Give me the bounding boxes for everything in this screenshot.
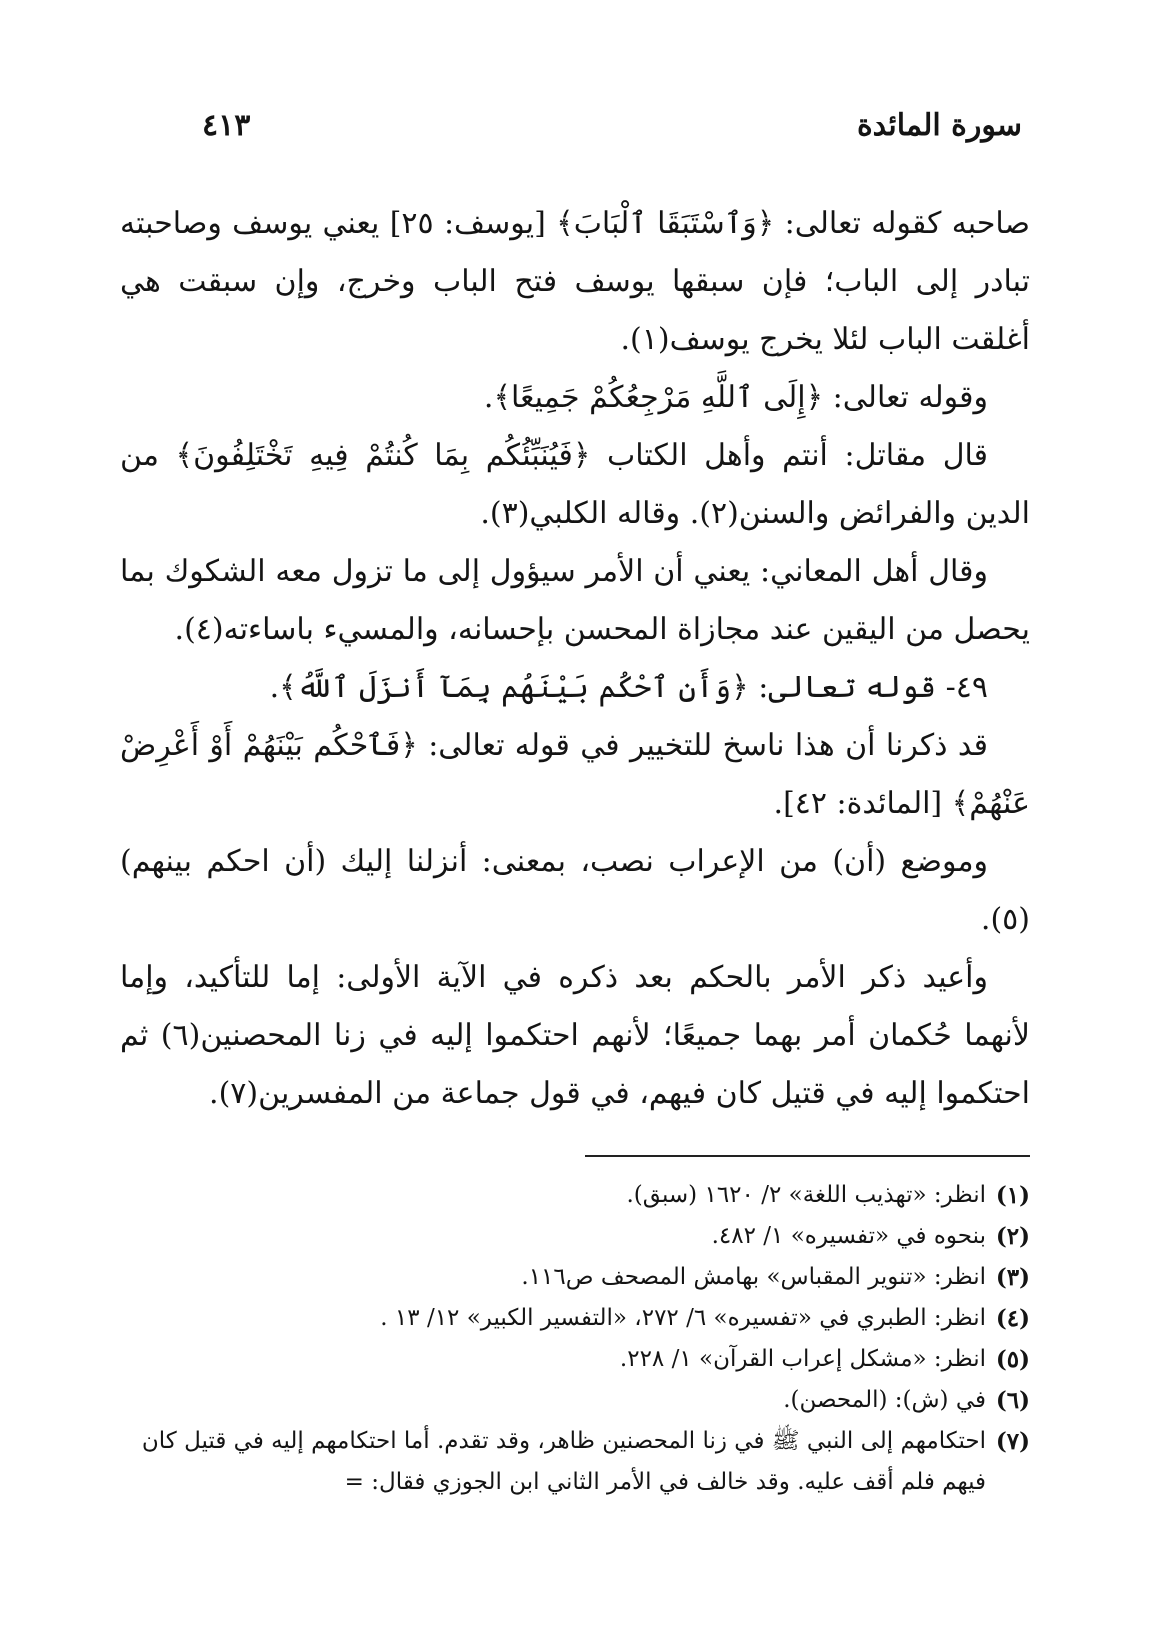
footnote [120, 1175, 1030, 1216]
paragraph: وأعيد ذكر الأمر بالحكم بعد ذكره في الآية الأولى: إما للتأكيد، وإما لأنهما حُكمان أمر بهما جميعًا؛ لأنهم احتكموا إليه في زنا المحصنين(٦) ثم احتكموا إليه في قتيل كان فيهم، في قول جماعة من المفسرين(٧). [120, 960, 1030, 1111]
footnote-text: انظر: «تنوير المقباس» بهامش المصحف ص١١٦. [521, 1264, 986, 1290]
footnote-divider [585, 1155, 1030, 1157]
surah-title: سورة المائدة [856, 108, 1022, 143]
page-number: ٤١٣ [202, 108, 251, 143]
footnote-number: (٢) [995, 1223, 1030, 1250]
paragraph: وقال أهل المعاني: يعني أن الأمر سيؤول إلى ما تزول معه الشكوك بما يحصل من اليقين عند مجازاة المحسن بإحسانه، والمسيء باساءته(٤). [120, 554, 1030, 647]
footnote-number: (٥) [995, 1346, 1030, 1373]
footnote-number: (٣) [995, 1264, 1030, 1291]
paragraph: قال مقاتل: أنتم وأهل الكتاب ﴿فَيُنَبِّئُكُم بِمَا كُنتُمْ فِيهِ تَخْتَلِفُونَ﴾ من الدين والفرائض والسنن(٢). وقاله الكلبي(٣). [120, 438, 1030, 531]
footnote-text: احتكامهم إلى النبي ﷺ في زنا المحصنين ظاهر، وقد تقدم. أما احتكامهم إليه في قتيل كان فيهم فلم أقف عليه. وقد خالف في الأمر الثاني ابن الجوزي فقال: = [141, 1428, 986, 1495]
footnotes [120, 1175, 1030, 1503]
footnote-text: بنحوه في «تفسيره» ١/ ٤٨٢. [711, 1223, 986, 1249]
footnote [120, 1339, 1030, 1380]
paragraph: قد ذكرنا أن هذا ناسخ للتخيير في قوله تعالى: ﴿فَٱحْكُم بَيْنَهُمْ أَوْ أَعْرِضْ عَنْهُمْ﴾ [المائدة: ٤٢]. [120, 728, 1030, 821]
verse-heading: ٤٩- قوله تعالى: ﴿وَأَنِ ٱحْكُم بَيْنَهُم بِمَآ أَنزَلَ ٱللَّهُ﴾. [269, 670, 988, 705]
footnote [120, 1257, 1030, 1298]
footnote-text: انظر: «مشكل إعراب القرآن» ١/ ٢٢٨. [619, 1346, 986, 1372]
footnote [120, 1298, 1030, 1339]
page-header [120, 108, 1030, 158]
footnote [120, 1421, 1030, 1503]
footnote-number: (٦) [995, 1387, 1030, 1414]
footnote-text: انظر: الطبري في «تفسيره» ٦/ ٢٧٢، «التفسير الكبير» ١٢/ ١٣ . [380, 1305, 986, 1331]
book-page [120, 100, 1030, 1620]
main-text [120, 195, 1030, 1123]
footnote-number: (٤) [995, 1305, 1030, 1332]
paragraph: وموضع (أن) من الإعراب نصب، بمعنى: أنزلنا إليك (أن احكم بينهم)(٥). [120, 844, 1030, 937]
footnote-text: انظر: «تهذيب اللغة» ٢/ ١٦٢٠ (سبق). [626, 1182, 986, 1208]
footnote-text: في (ش): (المحصن). [783, 1387, 986, 1413]
footnote [120, 1216, 1030, 1257]
paragraph: وقوله تعالى: ﴿إِلَى ٱللَّهِ مَرْجِعُكُمْ جَمِيعًا﴾. [483, 380, 988, 415]
paragraph: صاحبه كقوله تعالى: ﴿وَٱسْتَبَقَا ٱلْبَابَ﴾ [يوسف: ٢٥] يعني يوسف وصاحبته تبادر إلى الباب؛ فإن سبقها يوسف فتح الباب وخرج، وإن سبقت هي أغلقت الباب لئلا يخرج يوسف(١). [120, 206, 1030, 357]
footnote-number: (٧) [995, 1428, 1030, 1455]
footnote-number: (١) [995, 1182, 1030, 1209]
footnote [120, 1380, 1030, 1421]
